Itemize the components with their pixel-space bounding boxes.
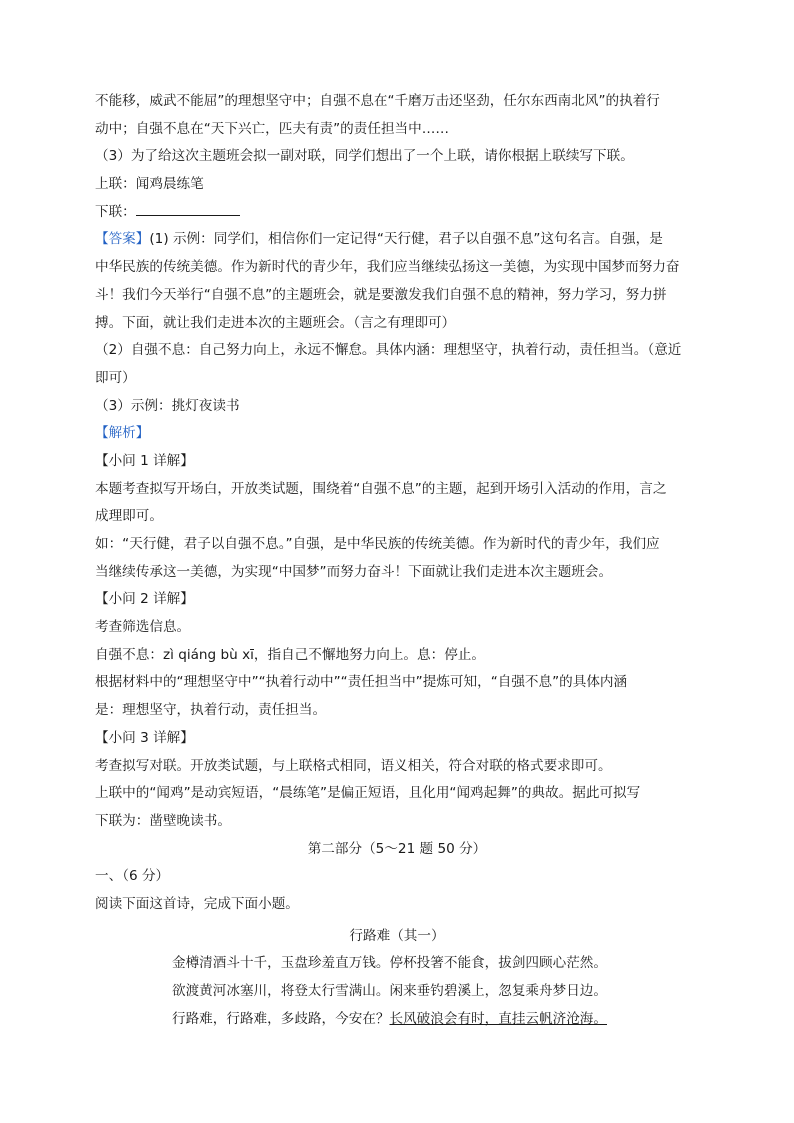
text-line: 不能移，威武不能屈”的理想坚守中；自强不息在“千磨万击还坚劲，任尔东西南北风”的执着行 bbox=[95, 93, 660, 109]
part-heading: 第二部分（5～21 题 50 分） bbox=[307, 840, 487, 857]
couplet-lower-label: 下联： bbox=[95, 203, 136, 220]
text-line: 搏。下面，就让我们走进本次的主题班会。（言之有理即可） bbox=[95, 314, 456, 331]
section-heading: 【小问 3 详解】 bbox=[95, 729, 194, 746]
poem-title: 行路难（其一） bbox=[349, 927, 445, 944]
analysis-tag: 【解析】 bbox=[95, 425, 150, 442]
text-line: 成理即可。 bbox=[95, 508, 163, 525]
answer-blank bbox=[136, 201, 240, 216]
couplet-upper: 上联：闻鸡晨练笔 bbox=[95, 176, 204, 193]
text-line: 上联中的“闻鸡”是动宾短语，“晨练笔”是偏正短语，且化用“闻鸡起舞”的典故。据此可拟写 bbox=[95, 785, 641, 802]
text-line: 动中；自强不息在“天下兴亡，匹夫有责”的责任担当中…… bbox=[95, 120, 449, 137]
text-line: 斗！我们今天举行“自强不息”的主题班会，就是要激发我们自强不息的精神，努力学习，努力拼 bbox=[95, 286, 667, 303]
section-number: 一、（6 分） bbox=[95, 868, 170, 885]
poem-line: 金樽清酒斗十千，玉盘珍羞直万钱。停杯投箸不能食，拔剑四顾心茫然。 bbox=[172, 955, 607, 972]
instruction: 阅读下面这首诗，完成下面小题。 bbox=[95, 895, 299, 912]
poem-line bbox=[95, 1006, 699, 1034]
text-line: 考查筛选信息。 bbox=[95, 619, 191, 636]
text-line: 当继续传承这一美德，为实现“中国梦”而努力奋斗！下面就让我们走进本次主题班会。 bbox=[95, 563, 613, 580]
document-page bbox=[95, 88, 699, 1033]
text-line: 自强不息：zì qiáng bù xī，指自己不懈地努力向上。息：停止。 bbox=[95, 646, 485, 663]
answer-text: (1) 示例：同学们，相信你们一定记得“天行健，君子以自强不息”这句名言。自强，是 bbox=[149, 231, 663, 248]
text-line: （3）示例：挑灯夜读书 bbox=[95, 397, 240, 414]
poem-line: 欲渡黄河冰塞川，将登太行雪满山。闲来垂钓碧溪上，忽复乘舟梦日边。 bbox=[172, 983, 607, 999]
text-line: （2）自强不息：自己努力向上，永远不懈怠。具体内涵：理想坚守，执着行动，责任担当。（意近 bbox=[95, 342, 682, 359]
text-line: 中华民族的传统美德。作为新时代的青少年，我们应当继续弘扬这一美德，为实现中国梦而努力奋 bbox=[95, 259, 680, 276]
section-heading: 【小问 1 详解】 bbox=[95, 452, 194, 469]
couplet-lower bbox=[95, 199, 699, 227]
text-line: 如：“天行健，君子以自强不息。”自强，是中华民族的传统美德。作为新时代的青少年，我们应 bbox=[95, 536, 660, 552]
answer-tag: 【答案】 bbox=[95, 231, 150, 248]
answer-line bbox=[95, 226, 699, 254]
text-line: 是：理想坚守，执着行动，责任担当。 bbox=[95, 702, 327, 719]
text-line: 下联为：凿壁晚读书。 bbox=[95, 812, 231, 829]
section-heading: 【小问 2 详解】 bbox=[95, 591, 194, 608]
text-line: 即可） bbox=[95, 369, 136, 386]
poem-line-start: 行路难，行路难，多歧路，今安在？ bbox=[172, 1010, 390, 1027]
poem-line-underlined: 长风破浪会有时，直挂云帆济沧海。 bbox=[389, 1010, 607, 1027]
text-line: 考查拟写对联。开放类试题，与上联格式相同，语义相关，符合对联的格式要求即可。 bbox=[95, 757, 612, 774]
text-line: 根据材料中的“理想坚守中”“执着行动中”“责任担当中”提炼可知，“自强不息”的具体内涵 bbox=[95, 674, 628, 691]
question-3: （3）为了给这次主题班会拟一副对联，同学们想出了一个上联，请你根据上联续写下联。 bbox=[95, 148, 634, 165]
text-line: 本题考查拟写开场白，开放类试题，围绕着“自强不息”的主题，起到开场引入活动的作用，言之 bbox=[95, 480, 667, 497]
